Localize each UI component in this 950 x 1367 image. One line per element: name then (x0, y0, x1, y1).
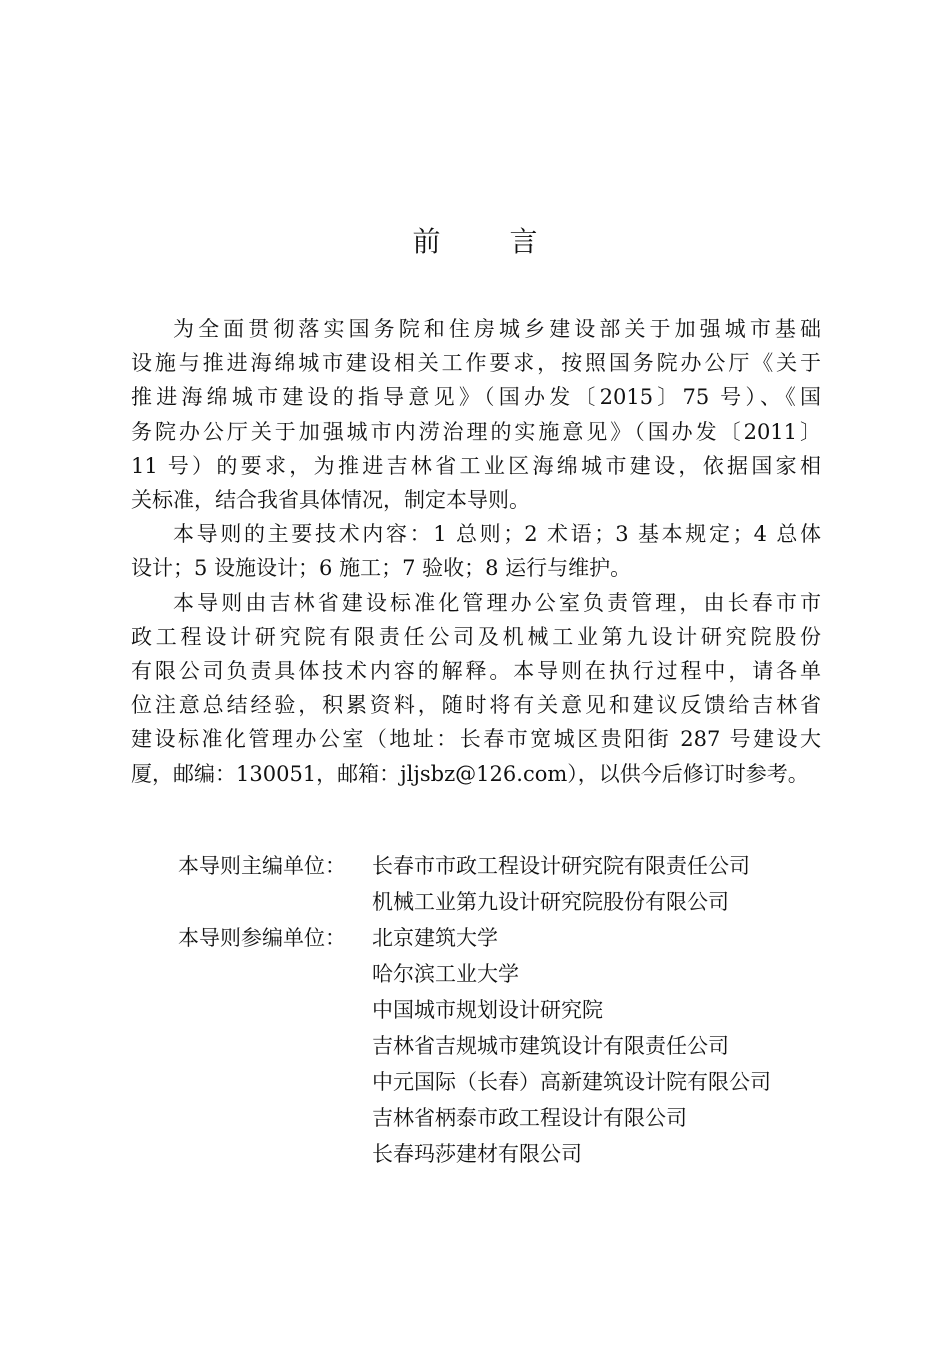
unit-item: 长春市市政工程设计研究院有限责任公司 (372, 854, 750, 878)
participant-units-list (372, 920, 838, 1172)
chief-units-label: 本导则主编单位： (178, 854, 346, 878)
paragraph-line: 为全面贯彻落实国务院和住房城乡建设部关于加强城市基础 (173, 317, 821, 341)
participant-units-label: 本导则参编单位： (178, 926, 346, 950)
paragraph-management (131, 586, 821, 791)
paragraph-line: 推进海绵城市建设的指导意见》（国办发〔2015〕75 号）、《国 (131, 385, 821, 410)
paragraph-line: 建设标准化管理办公室（地址：长春市宽城区贵阳街 287 号建设大 (131, 727, 821, 752)
paragraph-line: 有限公司负责具体技术内容的解释。本导则在执行过程中，请各单 (131, 659, 821, 684)
unit-item: 哈尔滨工业大学 (372, 962, 519, 986)
paragraph-line: 本导则的主要技术内容：1 总则；2 术语；3 基本规定；4 总体 (173, 522, 821, 547)
unit-item: 吉林省柄泰市政工程设计有限公司 (372, 1106, 687, 1130)
paragraph-line: 11 号）的要求，为推进吉林省工业区海绵城市建设，依据国家相 (131, 453, 821, 478)
unit-item: 吉林省吉规城市建筑设计有限责任公司 (372, 1034, 729, 1058)
paragraph-line: 厦，邮编：130051，邮箱：jljsbz@126.com），以供今后修订时参考。 (131, 761, 809, 786)
paragraph-line: 设计；5 设施设计；6 施工；7 验收；8 运行与维护。 (131, 556, 632, 581)
paragraph-contents (131, 517, 821, 585)
page-title: 前 言 (412, 225, 568, 258)
paragraph-line: 位注意总结经验，积累资料，随时将有关意见和建议反馈给吉林省 (131, 693, 821, 718)
chief-units (178, 848, 838, 920)
paragraph-line: 设施与推进海绵城市建设相关工作要求，按照国务院办公厅《关于 (131, 351, 821, 376)
chief-units-list (372, 848, 838, 920)
participant-units (178, 920, 838, 1172)
unit-item: 机械工业第九设计研究院股份有限公司 (372, 890, 729, 914)
unit-item: 中元国际（长春）高新建筑设计院有限公司 (372, 1070, 771, 1094)
paragraph-line: 务院办公厅关于加强城市内涝治理的实施意见》（国办发〔2011〕 (131, 419, 821, 444)
compiling-units (178, 848, 838, 1172)
paragraph-purpose (131, 312, 821, 517)
unit-item: 长春玛莎建材有限公司 (372, 1142, 582, 1166)
paragraph-line: 关标准，结合我省具体情况，制定本导则。 (131, 488, 530, 513)
paragraph-line: 本导则由吉林省建设标准化管理办公室负责管理，由长春市市 (173, 590, 821, 615)
unit-item: 中国城市规划设计研究院 (372, 998, 603, 1022)
body-text (131, 312, 821, 791)
unit-item: 北京建筑大学 (372, 926, 498, 950)
paragraph-line: 政工程设计研究院有限责任公司及机械工业第九设计研究院股份 (131, 624, 821, 649)
